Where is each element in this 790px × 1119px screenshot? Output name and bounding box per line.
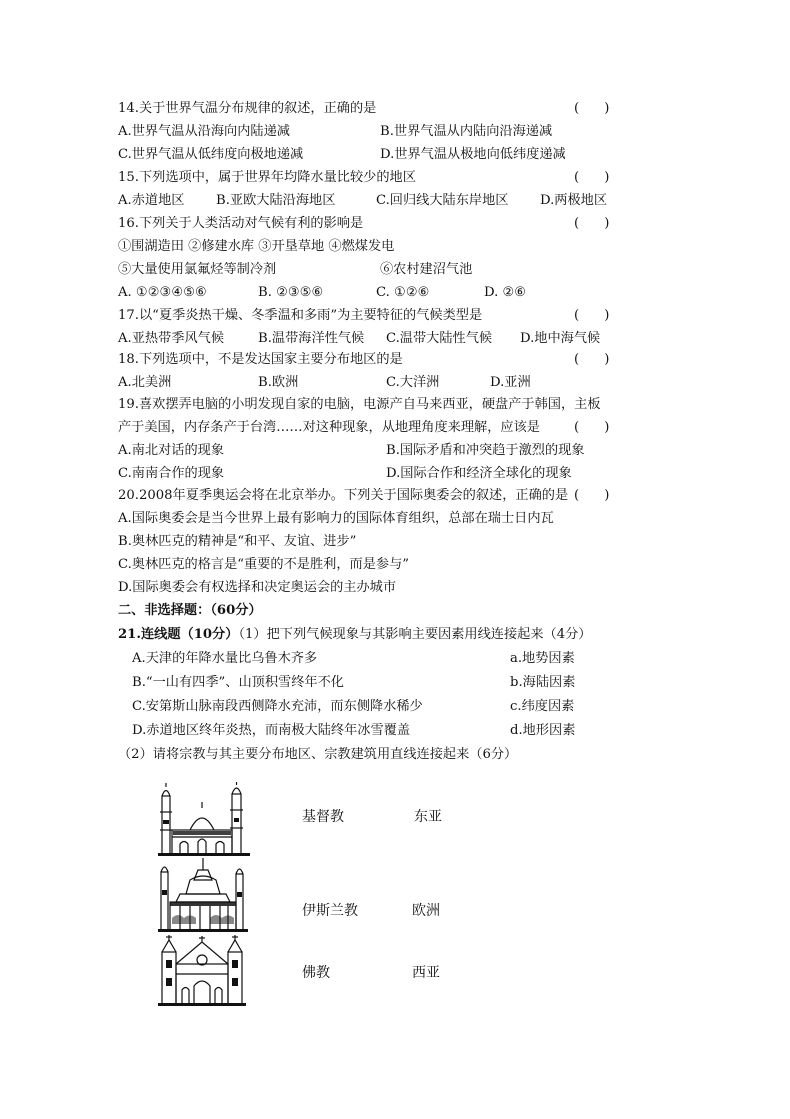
q21-right-item-d: d.地形因素 [510, 723, 576, 738]
q17-option-d: D.地中海气候 [520, 331, 601, 346]
q15-stem: 15.下列选项中，属于世界年均降水量比较少的地区 [118, 170, 416, 185]
q17-option-b: B.温带海洋性气候 [258, 331, 365, 346]
q20-option-c: C.奥林匹克的格言是“重要的不是胜利，而是参与” [118, 557, 410, 572]
q20-stem: 20.2008年夏季奥运会将在北京举办。下列关于国际奥委会的叙述，正确的是 [118, 488, 569, 503]
q19-option-d: D.国际合作和经济全球化的现象 [386, 466, 572, 481]
region-west-asia: 西亚 [412, 965, 440, 981]
q18-option-b: B.欧洲 [258, 375, 299, 390]
q19-stem-line1: 19.喜欢摆弄电脑的小明发现自家的电脑，电源产自马来西亚，硬盘产于韩国，主板 [118, 397, 601, 412]
q19-stem-line2: 产于美国，内存条产于台湾……对这种现象，从地理角度来理解，应该是 [118, 420, 540, 435]
q21-left-item-a: A.天津的年降水量比乌鲁木齐多 [132, 651, 318, 666]
q18-answer-paren: ( ) [574, 352, 610, 367]
q18-option-d: D.亚洲 [490, 375, 531, 390]
q16-option-a: A. ①②③④⑤⑥ [118, 285, 207, 300]
q21-left-item-d: D.赤道地区终年炎热，而南极大陆终年冰雪覆盖 [132, 723, 411, 738]
q21-heading [118, 626, 591, 644]
q16-items-line1: ①围湖造田 ②修建水库 ③开垦草地 ④燃煤发电 [118, 239, 395, 254]
q18-stem: 18.下列选项中，不是发达国家主要分布地区的是 [118, 352, 403, 367]
q20-option-d: D.国际奥委会有权选择和决定奥运会的主办城市 [118, 580, 397, 595]
q16-item-6: ⑥农村建沼气池 [380, 262, 473, 277]
q17-option-c: C.温带大陆性气候 [386, 331, 493, 346]
q15-answer-paren: ( ) [574, 170, 610, 185]
q21-left-item-b: B.“一山有四季”、山顶积雪终年不化 [132, 675, 344, 690]
cathedral-picture [158, 934, 246, 1006]
q21-right-item-b: b.海陆因素 [510, 675, 576, 690]
q20-answer-paren: ( ) [574, 488, 610, 503]
q14-option-a: A.世界气温从沿海向内陆递减 [118, 124, 290, 139]
q18-option-c: C.大洋洲 [386, 375, 440, 390]
q20-option-a: A.国际奥委会是当今世界上最有影响力的国际体育组织，总部在瑞士日内瓦 [118, 511, 554, 526]
q20-option-b: B.奥林匹克的精神是“和平、友谊、进步” [118, 534, 357, 549]
religion-buddhism: 佛教 [302, 965, 330, 981]
q19-option-c: C.南南合作的现象 [118, 466, 225, 481]
region-east-asia: 东亚 [414, 809, 442, 825]
q14-option-d: D.世界气温从极地向低纬度递减 [380, 147, 566, 162]
q21-left-item-c: C.安第斯山脉南段西侧降水充沛，而东侧降水稀少 [132, 699, 423, 714]
q17-stem: 17.以“夏季炎热干燥、冬季温和多雨”为主要特征的气候类型是 [118, 308, 483, 323]
q21-title: 21.连线题（10分） [118, 627, 239, 642]
q18-option-a: A.北美洲 [118, 375, 172, 390]
q14-option-c: C.世界气温从低纬度向极地递减 [118, 147, 304, 162]
q19-answer-paren: ( ) [574, 420, 610, 435]
q14-answer-paren: ( ) [574, 101, 610, 116]
religion-christianity: 基督教 [302, 809, 344, 825]
q15-option-b: B.亚欧大陆沿海地区 [216, 193, 336, 208]
q14-option-b: B.世界气温从内陆向沿海递减 [380, 124, 553, 139]
q21-part2-instruction: （2）请将宗教与其主要分布地区、宗教建筑用直线连接起来（6分） [118, 747, 518, 762]
q21-right-item-a: a.地势因素 [510, 651, 575, 666]
q16-answer-paren: ( ) [574, 216, 610, 231]
region-europe: 欧洲 [412, 903, 440, 919]
q16-item-5: ⑤大量使用氯氟烃等制冷剂 [118, 262, 277, 277]
q19-option-a: A.南北对话的现象 [118, 443, 225, 458]
q15-option-a: A.赤道地区 [118, 193, 185, 208]
q16-option-d: D. ②⑥ [484, 285, 527, 300]
q16-stem: 16.下列关于人类活动对气候有利的影响是 [118, 216, 364, 231]
q15-option-d: D.两极地区 [540, 193, 608, 208]
q16-option-b: B. ②③⑤⑥ [258, 285, 324, 300]
religion-islam: 伊斯兰教 [302, 903, 358, 919]
q15-option-c: C.回归线大陆东岸地区 [376, 193, 509, 208]
q21-right-item-c: c.纬度因素 [510, 699, 575, 714]
section-2-heading: 二、非选择题：（60分） [118, 603, 262, 618]
mosque-picture [158, 782, 250, 856]
q17-option-a: A.亚热带季风气候 [118, 331, 225, 346]
q17-answer-paren: ( ) [574, 308, 610, 323]
q14-stem: 14.关于世界气温分布规律的叙述，正确的是 [118, 101, 377, 116]
pagoda-temple-picture [158, 858, 248, 932]
q21-part1-instruction: （1）把下列气候现象与其影响主要因素用线连接起来（4分） [238, 627, 592, 642]
q16-option-c: C. ①②⑥ [376, 285, 430, 300]
q19-option-b: B.国际矛盾和冲突趋于激烈的现象 [386, 443, 585, 458]
